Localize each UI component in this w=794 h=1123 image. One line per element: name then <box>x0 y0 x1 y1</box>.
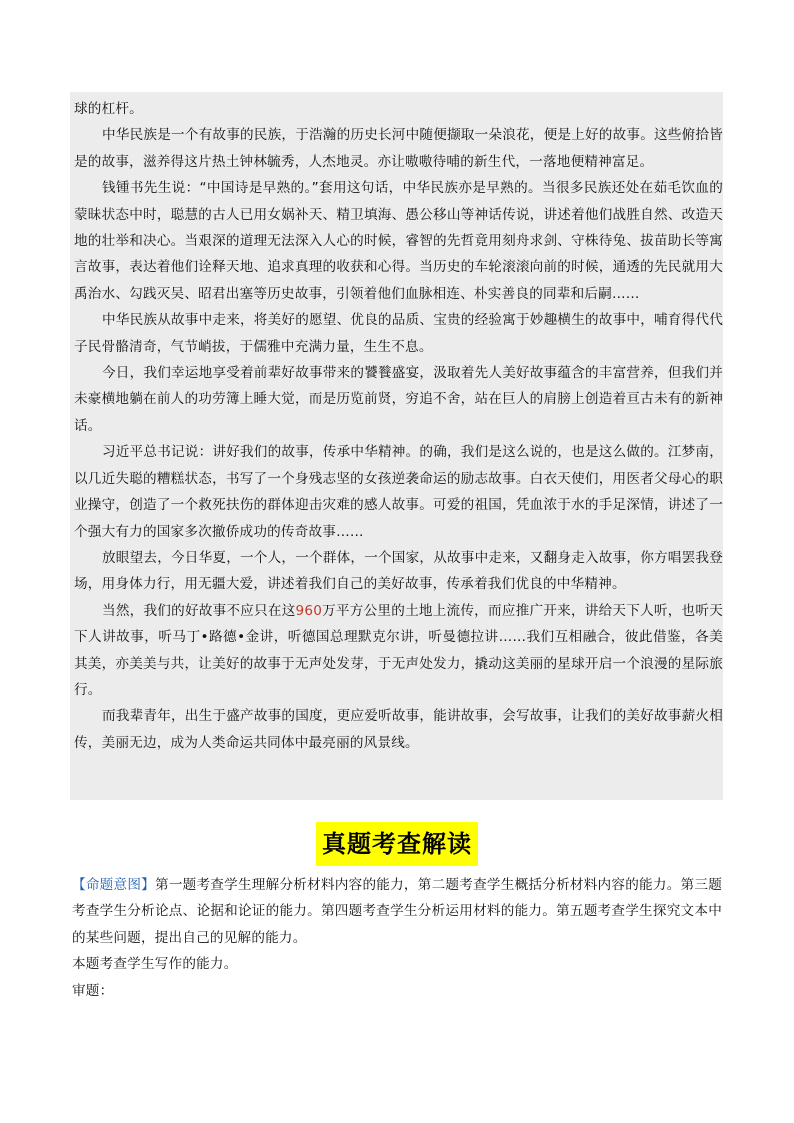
essay-paragraph: 中华民族从故事中走来，将美好的愿望、优良的品质、宝贵的经验寓于妙趣横生的故事中，哺育得代代子民骨骼清奇，气节峭拔，于儒雅中充满力量，生生不息。 <box>74 312 723 355</box>
essay-paragraph: 中华民族是一个有故事的民族，于浩瀚的历史长河中随便撷取一朵浪花，便是上好的故事。这些俯拾皆是的故事，滋养得这片热土钟林毓秀，人杰地灵。亦让嗷嗷待哺的新生代，一落地便精神富足。 <box>74 127 723 170</box>
section-heading-container <box>0 822 794 866</box>
analysis-section <box>72 872 722 1004</box>
intent-text: 第一题考查学生理解分析材料内容的能力，第二题考查学生概括分析材料内容的能力。第三题考查学生分析论点、论据和论证的能力。第四题考查学生分析运用材料的能力。第五题考查学生探究文本中的某些问题，提出自己的见解的能力。 <box>72 877 722 946</box>
essay-paragraph: 今日，我们幸运地享受着前辈好故事带来的饕餮盛宴，汲取着先人美好故事蕴含的丰富营养，但我们并未豪横地躺在前人的功劳簿上睡大觉，而是历览前贤，穷追不舍，站在巨人的肩膀上创造着亘古未有的新神话。 <box>74 365 723 434</box>
section-heading: 真题考查解读 <box>316 822 478 866</box>
essay-excerpt-box <box>70 92 723 800</box>
essay-paragraph: 放眼望去，今日华夏，一个人，一个群体，一个国家，从故事中走来，又翻身走入故事，你方唱罢我登场，用身体力行，用无疆大爱，讲述着我们自己的美好故事，传承着我们优良的中华精神。 <box>74 549 723 593</box>
essay-paragraph: 钱锺书先生说：“中国诗是早熟的。”套用这句话，中华民族亦是早熟的。当很多民族还处在茹毛饮血的蒙昧状态中时，聪慧的古人已用女娲补天、精卫填海、愚公移山等神话传说，讲述着他们战胜自然、改造天地的壮举和决心。当艰深的道理无法深入人心的时候，睿智的先哲竟用刻舟求剑、守株待兔、拔苗助长等寓言故事，表达着他们诠释天地、追求真理的收获和心得。当历史的车轮滚滚向前的时候，通透的先民就用大禹治水、勾践灭吴、昭君出塞等历史故事，引领着他们血脉相连、朴实善良的同辈和后嗣…… <box>74 180 723 302</box>
intent-paragraph <box>72 872 722 951</box>
review-label: 审题： <box>72 982 114 999</box>
intent-tag: 【命题意图】 <box>72 877 155 893</box>
essay-paragraph: 而我辈青年，出生于盛产故事的国度，更应爱听故事，能讲故事，会写故事，让我们的美好故事薪火相传，美丽无边，成为人类命运共同体中最亮丽的风景线。 <box>74 708 723 751</box>
essay-paragraph: 习近平总书记说：讲好我们的故事，传承中华精神。的确，我们是这么说的，也是这么做的。江梦南，以几近失聪的糟糕状态，书写了一个身残志坚的女孩逆袭命运的励志故事。白衣天使们，用医者父母心的职业操守，创造了一个救死扶伤的群体迎击灾难的感人故事。可爱的祖国，凭血浓于水的手足深情，讲述了一个强大有力的国家多次撤侨成功的传奇故事…… <box>74 444 723 540</box>
highlighted-number: 960 <box>295 602 323 619</box>
writing-line: 本题考查学生写作的能力。 <box>72 956 238 973</box>
essay-paragraph: 当然，我们的好故事不应只在这960万平方公里的土地上流传，而应推广开来，讲给天下人听，也听天下人讲故事，听马丁•路德•金讲，听德国总理默克尔讲，听曼德拉讲……我们互相融合，彼此借鉴，各美其美，亦美美与共，让美好的故事于无声处发芽，于无声处发力，撬动这美丽的星球开启一个浪漫的星际旅行。 <box>74 602 723 698</box>
essay-paragraph: 球的杠杆。 <box>74 101 143 117</box>
